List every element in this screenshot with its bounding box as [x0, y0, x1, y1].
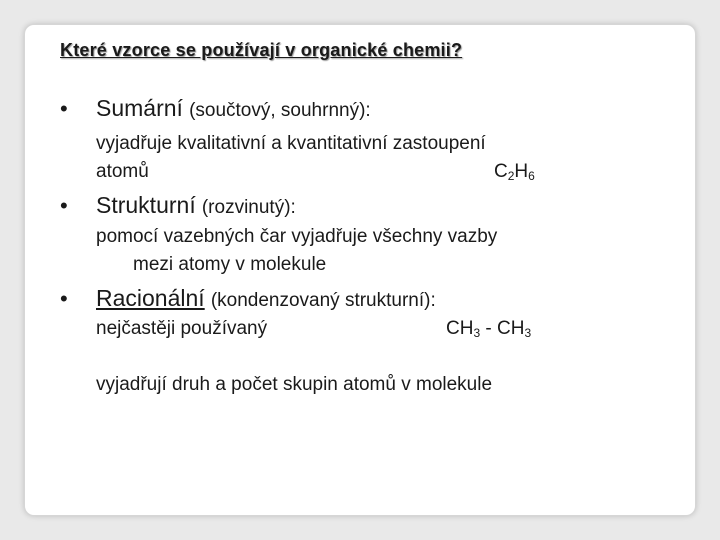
- formula-subscript: 2: [507, 169, 515, 183]
- term-racionalni-desc: (kondenzovaný strukturní):: [210, 290, 436, 311]
- bullet-1: •: [60, 96, 68, 121]
- formula-part: C: [494, 161, 508, 182]
- term-strukturni: Strukturní: [96, 192, 196, 218]
- strukturni-line-2: mezi atomy v molekule: [133, 254, 327, 275]
- section-heading-strukturni: [96, 192, 296, 219]
- strukturni-line-1: pomocí vazebných čar vyjadřuje všechny vazby: [96, 226, 498, 247]
- term-sumarni-desc: (součtový, souhrnný):: [189, 100, 371, 121]
- term-sumarni: Sumární: [96, 95, 183, 121]
- slide-title: Které vzorce se používají v organické chemii?: [60, 40, 463, 60]
- section-heading-sumarni: [96, 95, 371, 122]
- sumarni-line-1: vyjadřuje kvalitativní a kvantitativní zastoupení: [96, 133, 486, 154]
- racionalni-line-1: nejčastěji používaný: [96, 318, 268, 339]
- term-racionalni: Racionální: [96, 285, 205, 311]
- footer-text: vyjadřují druh a počet skupin atomů v molekule: [96, 374, 493, 395]
- section-heading-racionalni: [96, 285, 436, 312]
- bullet-3: •: [60, 286, 68, 311]
- term-strukturni-desc: (rozvinutý):: [201, 197, 296, 218]
- formula-subscript: 6: [528, 169, 535, 183]
- formula-subscript: 3: [524, 326, 532, 340]
- bullet-2: •: [60, 193, 68, 218]
- formula-part: H: [514, 161, 529, 182]
- sumarni-line-2: atomů: [96, 161, 149, 182]
- formula-part: CH: [446, 318, 474, 339]
- formula-ethane-rational: [446, 318, 531, 340]
- formula-subscript: 3: [473, 326, 481, 340]
- formula-part: - CH: [480, 318, 525, 339]
- formula-ethane-sum: [494, 161, 535, 183]
